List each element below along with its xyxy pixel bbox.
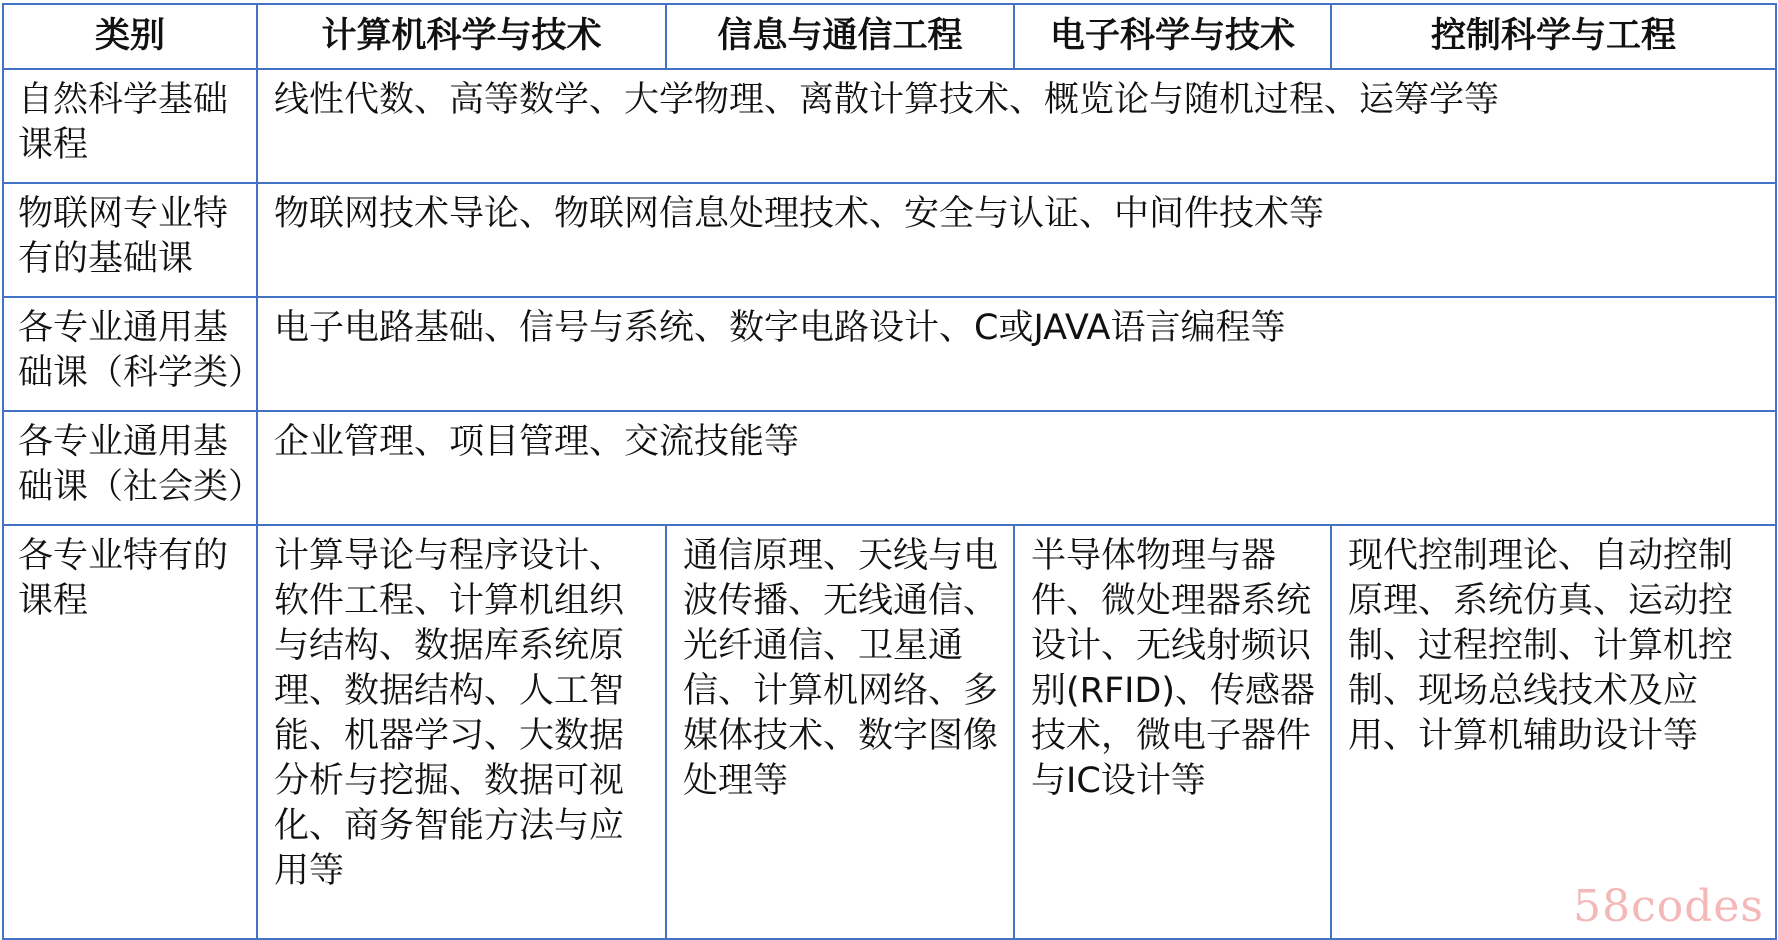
curriculum-table xyxy=(2,3,1777,940)
header-electronic-science: 电子科学与技术 xyxy=(1014,4,1331,69)
row-content: 电子电路基础、信号与系统、数字电路设计、C或JAVA语言编程等 xyxy=(257,297,1776,411)
row-category: 各专业通用基础课（社会类） xyxy=(3,411,257,525)
table-row xyxy=(3,411,1776,525)
row-content: 企业管理、项目管理、交流技能等 xyxy=(257,411,1776,525)
row-category: 自然科学基础课程 xyxy=(3,69,257,183)
row-content: 线性代数、高等数学、大学物理、离散计算技术、概览论与随机过程、运筹学等 xyxy=(257,69,1776,183)
row-category: 各专业特有的课程 xyxy=(3,525,257,939)
row-category: 物联网专业特有的基础课 xyxy=(3,183,257,297)
table-row xyxy=(3,183,1776,297)
curriculum-table-container xyxy=(2,3,1775,938)
table-row xyxy=(3,69,1776,183)
cell-information-communication-courses: 通信原理、天线与电波传播、无线通信、光纤通信、卫星通信、计算机网络、多媒体技术、数字图像处理等 xyxy=(666,525,1014,939)
header-category: 类别 xyxy=(3,4,257,69)
header-computer-science: 计算机科学与技术 xyxy=(257,4,666,69)
table-row xyxy=(3,297,1776,411)
cell-computer-science-courses: 计算导论与程序设计、软件工程、计算机组织与结构、数据库系统原理、数据结构、人工智能、机器学习、大数据分析与挖掘、数据可视化、商务智能方法与应用等 xyxy=(257,525,666,939)
header-control-science: 控制科学与工程 xyxy=(1331,4,1776,69)
header-information-communication: 信息与通信工程 xyxy=(666,4,1014,69)
table-row xyxy=(3,525,1776,939)
cell-control-science-courses: 现代控制理论、自动控制原理、系统仿真、运动控制、过程控制、计算机控制、现场总线技术及应用、计算机辅助设计等 xyxy=(1331,525,1776,939)
watermark-logo: 58codes xyxy=(1573,881,1764,932)
row-content: 物联网技术导论、物联网信息处理技术、安全与认证、中间件技术等 xyxy=(257,183,1776,297)
row-category: 各专业通用基础课（科学类） xyxy=(3,297,257,411)
header-row xyxy=(3,4,1776,69)
cell-electronic-science-courses: 半导体物理与器件、微处理器系统设计、无线射频识别(RFID)、传感器技术，微电子器件与IC设计等 xyxy=(1014,525,1331,939)
